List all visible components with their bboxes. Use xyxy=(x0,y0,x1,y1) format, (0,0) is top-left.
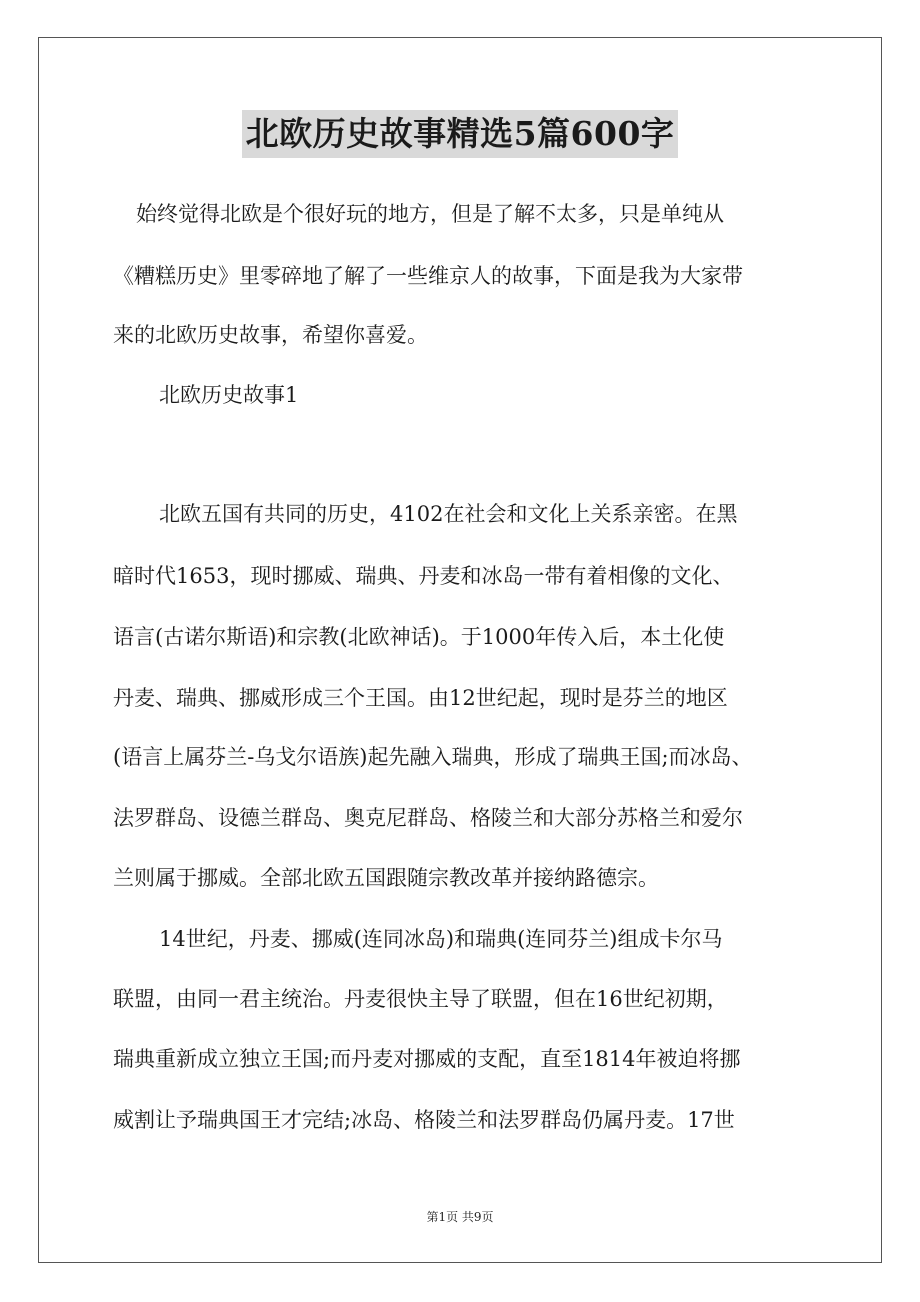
paragraph-line: 来的北欧历史故事，希望你喜爱。 xyxy=(113,323,428,347)
paragraph-line: 威割让予瑞典国王才完结;冰岛、格陵兰和法罗群岛仍属丹麦。17世 xyxy=(113,1108,735,1132)
paragraph-line: (语言上属芬兰-乌戈尔语族)起先融入瑞典，形成了瑞典王国;而冰岛、 xyxy=(113,745,753,769)
paragraph-line: 联盟，由同一君主统治。丹麦很快主导了联盟，但在16世纪初期， xyxy=(113,987,728,1011)
paragraph-line: 丹麦、瑞典、挪威形成三个王国。由12世纪起，现时是芬兰的地区 xyxy=(113,686,728,710)
paragraph-line: 《糟糕历史》里零碎地了解了一些维京人的故事，下面是我为大家带 xyxy=(113,264,743,288)
paragraph-line: 始终觉得北欧是个很好玩的地方，但是了解不太多，只是单纯从 xyxy=(136,202,724,226)
document-title: 北欧历史故事精选5篇600字 xyxy=(242,110,679,158)
title-container xyxy=(0,110,920,158)
paragraph-line: 语言(古诺尔斯语)和宗教(北欧神话)。于1000年传入后，本土化使 xyxy=(113,625,725,649)
section-heading: 北欧历史故事1 xyxy=(159,383,299,407)
paragraph-line: 北欧五国有共同的历史，4102在社会和文化上关系亲密。在黑 xyxy=(159,502,738,526)
paragraph-line: 瑞典重新成立独立王国;而丹麦对挪威的支配，直至1814年被迫将挪 xyxy=(113,1047,741,1071)
paragraph-line: 法罗群岛、设德兰群岛、奥克尼群岛、格陵兰和大部分苏格兰和爱尔 xyxy=(113,806,743,830)
paragraph-line: 14世纪，丹麦、挪威(连同冰岛)和瑞典(连同芬兰)组成卡尔马 xyxy=(159,927,723,951)
page-number: 第1页 共9页 xyxy=(426,1210,494,1224)
paragraph-line: 兰则属于挪威。全部北欧五国跟随宗教改革并接纳路德宗。 xyxy=(113,866,659,890)
paragraph-line: 暗时代1653，现时挪威、瑞典、丹麦和冰岛一带有着相像的文化、 xyxy=(113,564,734,588)
